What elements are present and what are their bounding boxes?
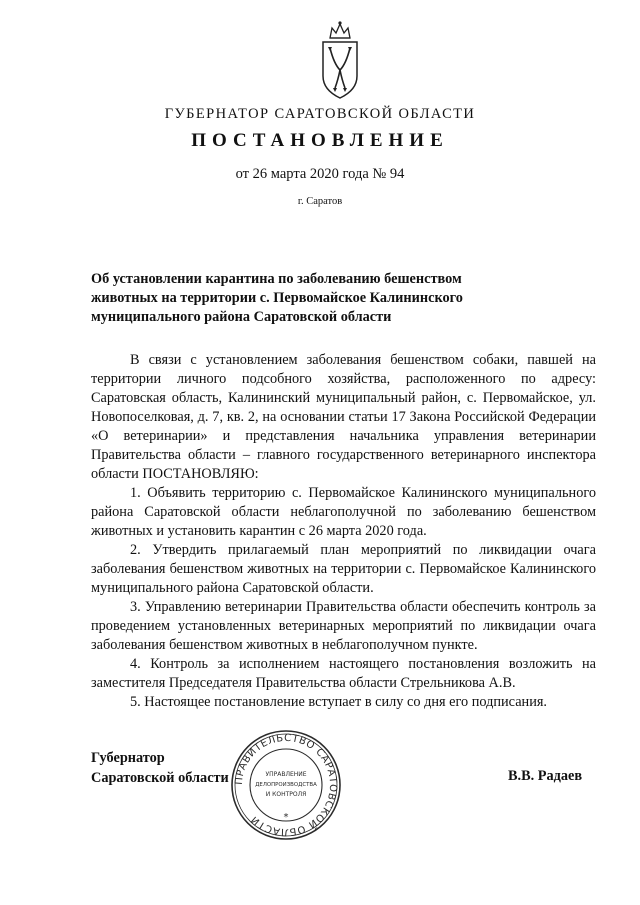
signatory-title-line: Саратовской области <box>91 770 229 786</box>
document-date-number: от 26 марта 2020 года № 94 <box>235 166 405 182</box>
signatory-name: В.В. Радаев <box>508 768 583 784</box>
signatory-title <box>91 748 229 788</box>
clause-2: 2. Утвердить прилагаемый план мероприятий по ликвидации очага заболевания бешенством животных на территории с. Первомайское Калининского муниципального района Саратовской области. <box>91 542 596 596</box>
stamp-inner-line: ДЕЛОПРОИЗВОДСТВА <box>255 782 317 788</box>
document-subject <box>91 270 521 327</box>
document-type-title: ПОСТАНОВЛЕНИЕ <box>191 130 449 151</box>
stamp-inner-line: И КОНТРОЛЯ <box>265 791 307 798</box>
stamp-outer-text: ПРАВИТЕЛЬСТВО САРАТОВСКОЙ ОБЛАСТИ <box>233 732 339 838</box>
subject-line: животных на территории с. Первомайское Калининского <box>91 290 463 306</box>
preamble-paragraph: В связи с установлением заболевания бешенством собаки, павшей на территории личного подсобного хозяйства, расположенного по адресу: Саратовская область, Калининский муниципальный район, с. Первомайское, ул. Новопоселковая, д. 7, кв. 2, на основании статьи 17 Закона Российской Федерации «О ветеринарии» и представления начальника управления ветеринарии Правительства области – главного государственного ветеринарного инспектора области ПОСТАНОВЛЯЮ: <box>91 352 596 482</box>
clause-1: 1. Объявить территорию с. Первомайское Калининского муниципального района Саратовской области неблагополучной по заболеванию бешенством животных и установить карантин с 26 марта 2020 года. <box>91 485 596 539</box>
saratov-coat-of-arms-icon <box>316 18 364 104</box>
clause-3: 3. Управлению ветеринарии Правительства области обеспечить контроль за проведением установленных ветеринарных мероприятий по ликвидации очага заболевания бешенством животных в неблагополучном пункте. <box>91 599 596 653</box>
subject-line: муниципального района Саратовской области <box>91 309 392 325</box>
official-stamp <box>229 728 343 842</box>
issuer-heading: ГУБЕРНАТОР САРАТОВСКОЙ ОБЛАСТИ <box>164 106 476 122</box>
stamp-star-icon: * <box>283 812 289 823</box>
signatory-title-line: Губернатор <box>91 750 165 766</box>
subject-line: Об установлении карантина по заболеванию бешенством <box>91 271 462 287</box>
clause-4: 4. Контроль за исполнением настоящего постановления возложить на заместителя Председателя Правительства области Стрельникова А.В. <box>91 656 596 691</box>
document-city: г. Саратов <box>297 196 343 207</box>
clause-5: 5. Настоящее постановление вступает в силу со дня его подписания. <box>130 694 547 710</box>
document-body <box>91 351 596 712</box>
stamp-inner-line: УПРАВЛЕНИЕ <box>265 771 307 778</box>
